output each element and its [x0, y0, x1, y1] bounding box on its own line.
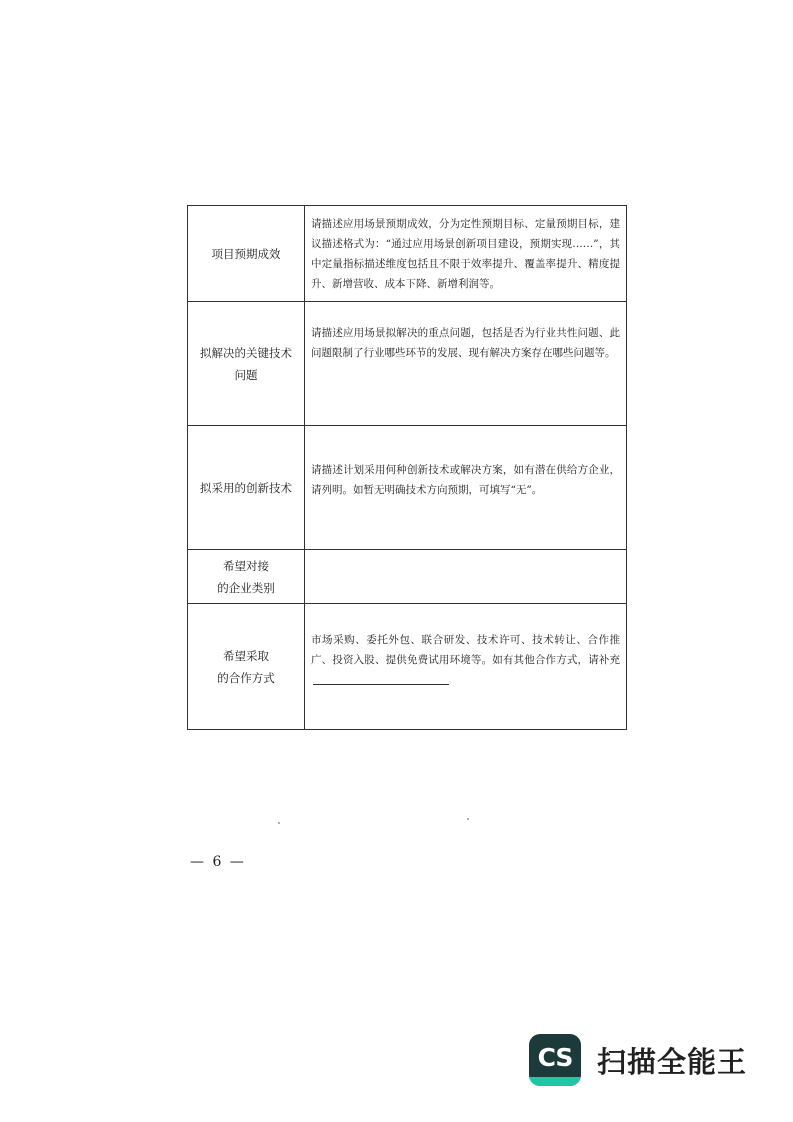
project-info-table — [187, 205, 627, 730]
row-label-enterprise-type: 希望对接 的企业类别 — [188, 550, 305, 604]
scan-speck — [278, 822, 280, 824]
table-row-enterprise-type — [188, 550, 627, 604]
row-description-enterprise-type[interactable] — [305, 550, 627, 604]
camscanner-watermark — [529, 1034, 747, 1086]
fill-in-blank-line[interactable] — [313, 670, 449, 685]
row-description-expected-outcome: 请描述应用场景预期成效，分为定性预期目标、定量预期目标，建议描述格式为：“通过应用场景创新项目建设，预期实现……”，其中定量指标描述维度包括且不限于效率提升、覆盖率提升、精度提升、新增营收、成本下降、新增利润等。 — [305, 206, 627, 302]
scan-speck — [467, 818, 469, 820]
table-row-innovative-technology — [188, 426, 627, 550]
row-description-innovative-technology: 请描述计划采用何种创新技术或解决方案，如有潜在供给方企业，请列明。如暂无明确技术方向预期，可填写“无”。 — [305, 426, 627, 550]
camscanner-logo-icon: CS — [529, 1034, 581, 1086]
row-label-innovative-technology: 拟采用的创新技术 — [188, 426, 305, 550]
row-label-expected-outcome: 项目预期成效 — [188, 206, 305, 302]
row-description-key-technical-problem: 请描述应用场景拟解决的重点问题，包括是否为行业共性问题、此问题限制了行业哪些环节的发展、现有解决方案存在哪些问题等。 — [305, 302, 627, 426]
watermark-app-name: 扫描全能王 — [597, 1044, 748, 1079]
row-label-cooperation-mode: 希望采取 的合作方式 — [188, 604, 305, 730]
row-label-key-technical-problem: 拟解决的关键技术 问题 — [188, 302, 305, 426]
table-row-key-technical-problem — [188, 302, 627, 426]
page-number: — 6 — — [190, 854, 246, 870]
table-row-expected-outcome — [188, 206, 627, 302]
table-row-cooperation-mode — [188, 604, 627, 730]
row-description-cooperation-mode: 市场采购、委托外包、联合研发、技术许可、技术转让、合作推广、投资入股、提供免费试用环境等。如有其他合作方式，请补充 — [305, 604, 627, 730]
